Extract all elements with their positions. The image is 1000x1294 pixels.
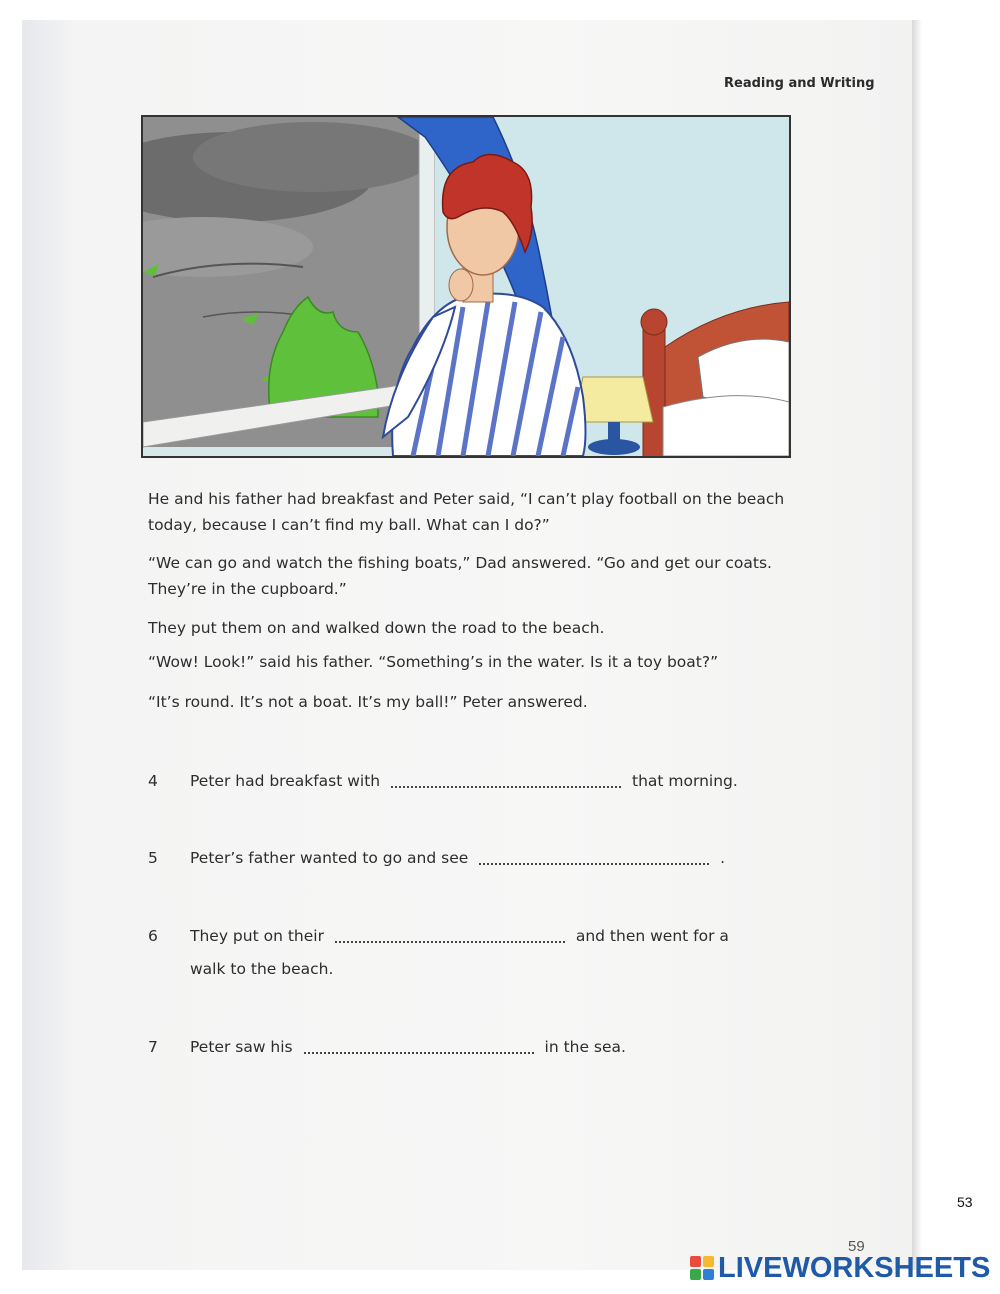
page-edge xyxy=(912,20,922,1270)
section-title: Reading and Writing xyxy=(724,76,875,91)
question-number: 6 xyxy=(148,927,158,945)
question-text: . xyxy=(720,849,726,867)
story-paragraph: “Wow! Look!” said his father. “Something’s in the water. Is it a toy boat?” xyxy=(148,653,719,671)
liveworksheets-logo-icon xyxy=(690,1256,714,1280)
question-number: 7 xyxy=(148,1038,158,1056)
question-text: Peter saw his xyxy=(190,1038,293,1056)
worksheet-number: 53 xyxy=(957,1194,973,1210)
dark-cloud xyxy=(193,122,433,192)
question-number: 5 xyxy=(148,849,158,867)
question-text: in the sea. xyxy=(544,1038,626,1056)
question-text-continued: walk to the beach. xyxy=(190,960,334,978)
answer-blank-6[interactable] xyxy=(335,923,565,943)
question-text: They put on their xyxy=(190,927,324,945)
answer-blank-4[interactable] xyxy=(391,768,621,788)
story-illustration xyxy=(141,115,791,458)
question-text: Peter had breakfast with xyxy=(190,772,381,790)
story-paragraph: “We can go and watch the fishing boats,” Dad answered. “Go and get our coats. They’re in the cupboard.” xyxy=(148,554,772,598)
question-text: that morning. xyxy=(632,772,738,790)
story-paragraph: “It’s round. It’s not a boat. It’s my ball!” Peter answered. xyxy=(148,693,588,711)
bed-blanket xyxy=(663,396,789,456)
bedpost-knob xyxy=(641,309,667,335)
question-number: 4 xyxy=(148,772,158,790)
story-paragraph: He and his father had breakfast and Peter said, “I can’t play football on the beach today, because I can’t find my ball. What can I do?” xyxy=(148,490,785,534)
answer-blank-5[interactable] xyxy=(479,845,709,865)
liveworksheets-brand: LIVEWORKSHEETS xyxy=(718,1251,991,1284)
question-text: Peter’s father wanted to go and see xyxy=(190,849,469,867)
question-text: and then went for a xyxy=(575,927,729,945)
boy-hand xyxy=(449,269,473,301)
page-number: 59 xyxy=(848,1238,865,1255)
boy-at-window-stormy-day-illustration xyxy=(143,117,789,456)
liveworksheets-logo xyxy=(690,1253,990,1283)
story-paragraph: They put them on and walked down the road to the beach. xyxy=(148,619,605,637)
answer-blank-7[interactable] xyxy=(304,1034,534,1054)
lamp-base xyxy=(588,439,640,455)
